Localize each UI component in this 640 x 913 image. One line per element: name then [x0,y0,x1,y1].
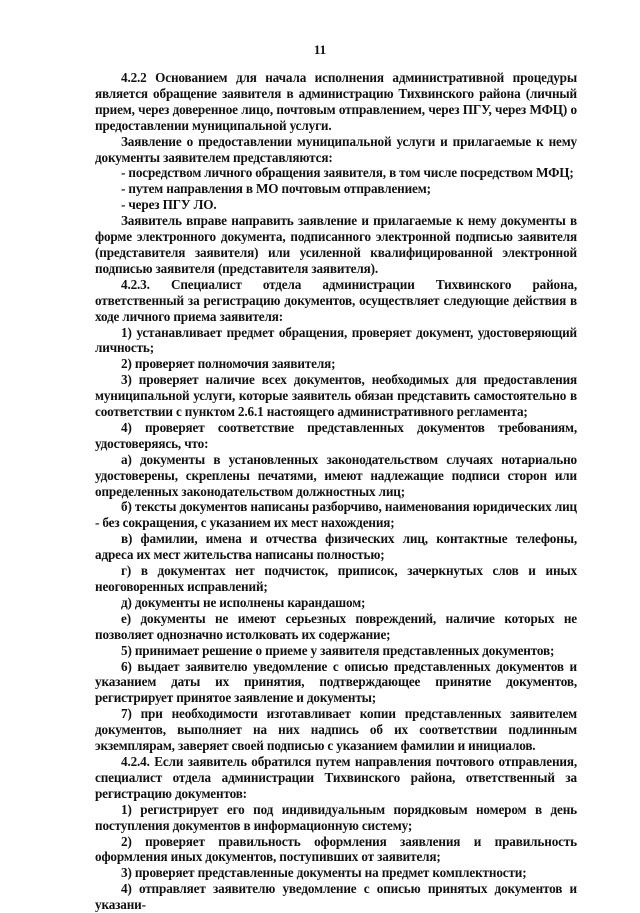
paragraph: 4) проверяет соответствие представленных документов требованиям, удостоверяясь, что: [95,419,577,451]
paragraph: д) документы не исполнены карандашом; [121,594,366,610]
paragraph: 4.2.2 Основанием для начала исполнения административной процедуры является обращение заявителя в администрацию Тихвинского района (личный прием, через доверенное лицо, почтовым отправлением, через ПГУ, через МФЦ) о предоставлении муниципальной услуги. [95,70,577,133]
paragraph: г) в документах нет подчисток, приписок, зачеркнутых слов и иных неоговоренных исправлений; [95,563,577,594]
paragraph: 3) проверяет наличие всех документов, необходимых для предоставления муниципальной услуги, которые заявитель обязан представить самостоятельно в соответствии с пунктом 2.6.1 настоящего административного регламента; [95,372,577,420]
paragraph: 1) устанавливает предмет обращения, проверяет документ, удостоверяющий личность; [95,324,577,356]
paragraph: - путем направления в МО почтовым отправлением; [121,181,431,197]
paragraph: 3) проверяет представленные документы на предмет комплектности; [121,865,527,881]
paragraph: е) документы не имеют серьезных повреждений, наличие которых не позволяет однозначно истолковать их содержание; [95,610,577,642]
paragraph: 1) регистрирует его под индивидуальным порядковым номером в день поступления документов в информационную систему; [95,801,577,833]
paragraph: 2) проверяет полномочия заявителя; [121,356,336,372]
paragraph: б) тексты документов написаны разборчиво, наименования юридических лиц - без сокращения, с указанием их мест нахождения; [95,499,577,531]
paragraph: а) документы в установленных законодательством случаях нотариально удостоверены, скреплены печатями, имеют надлежащие подписи сторон или определенных законодательством должностных лиц; [95,451,577,499]
paragraph: 5) принимает решение о приеме у заявителя представленных документов; [121,642,555,658]
paragraph: 6) выдает заявителю уведомление с описью представленных документов и указанием даты их принятия, подтверждающее принятие документов, регистрирует принятое заявление и документы; [95,658,577,706]
paragraph: Заявитель вправе направить заявление и прилагаемые к нему документы в форме электронного документа, подписанного электронной подписью заявителя (представителя заявителя) или усиленной квалифицированной электронной подписью заявителя (представителя заявителя). [95,213,577,276]
paragraph: 4.2.3. Специалист отдела администрации Тихвинского района, ответственный за регистрацию документов, осуществляет следующие действия в ходе личного приема заявителя: [95,276,577,324]
paragraph: 2) проверяет правильность оформления заявления и правильность оформления иных документов, поступивших от заявителя; [95,833,577,865]
paragraph: в) фамилии, имена и отчества физических лиц, контактные телефоны, адреса их мест жительства написаны полностью; [95,531,577,563]
paragraph: 4) отправляет заявителю уведомление с описью принятых документов и указани- [95,881,577,913]
document-body [95,70,577,913]
paragraph: 4.2.4. Если заявитель обратился путем направления почтового отправления, специалист отдела администрации Тихвинского района, ответственный за регистрацию документов: [95,753,577,801]
paragraph: - через ПГУ ЛО. [121,197,217,213]
paragraph: 7) при необходимости изготавливает копии представленных заявителем документов, выполняет на них надпись об их соответствии подлинным экземплярам, заверяет своей подписью с указанием фамилии и инициалов. [95,706,577,754]
page-number: 11 [313,42,327,57]
paragraph: - посредством личного обращения заявителя, в том числе посредством МФЦ; [121,165,574,181]
paragraph: Заявление о предоставлении муниципальной услуги и прилагаемые к нему документы заявителем представляются: [95,133,577,165]
